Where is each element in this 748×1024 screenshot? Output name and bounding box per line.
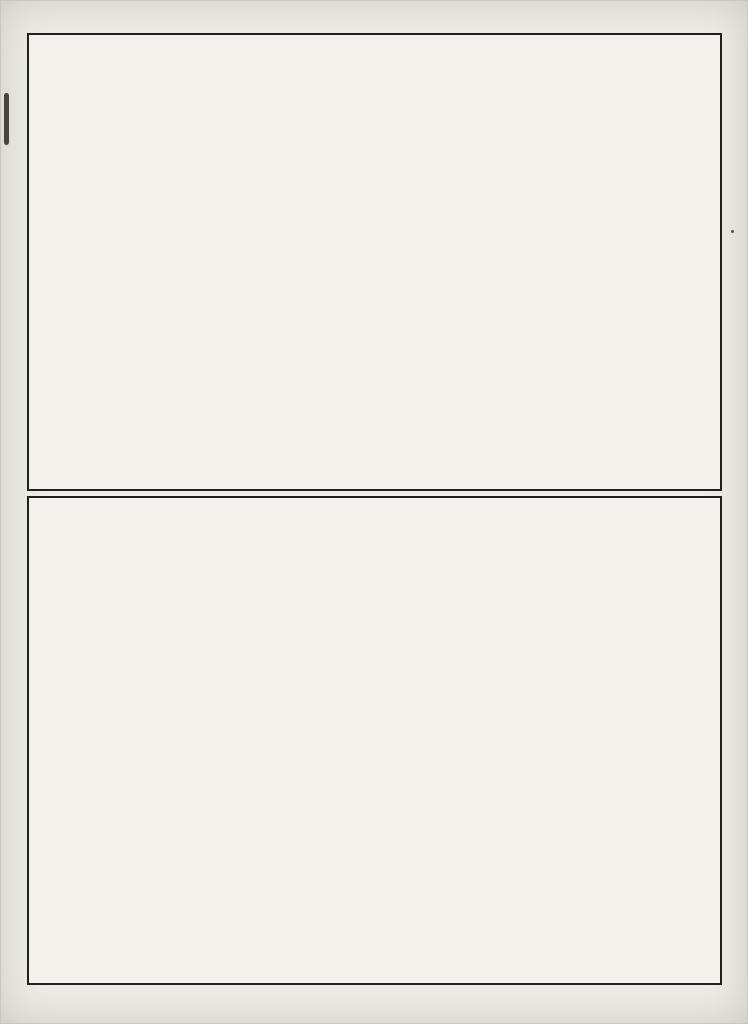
roster-table-top: [27, 33, 722, 491]
scan-artifact-mark: [4, 93, 9, 145]
scan-artifact-dot: [731, 230, 734, 233]
roster-table-bottom: [27, 496, 722, 985]
